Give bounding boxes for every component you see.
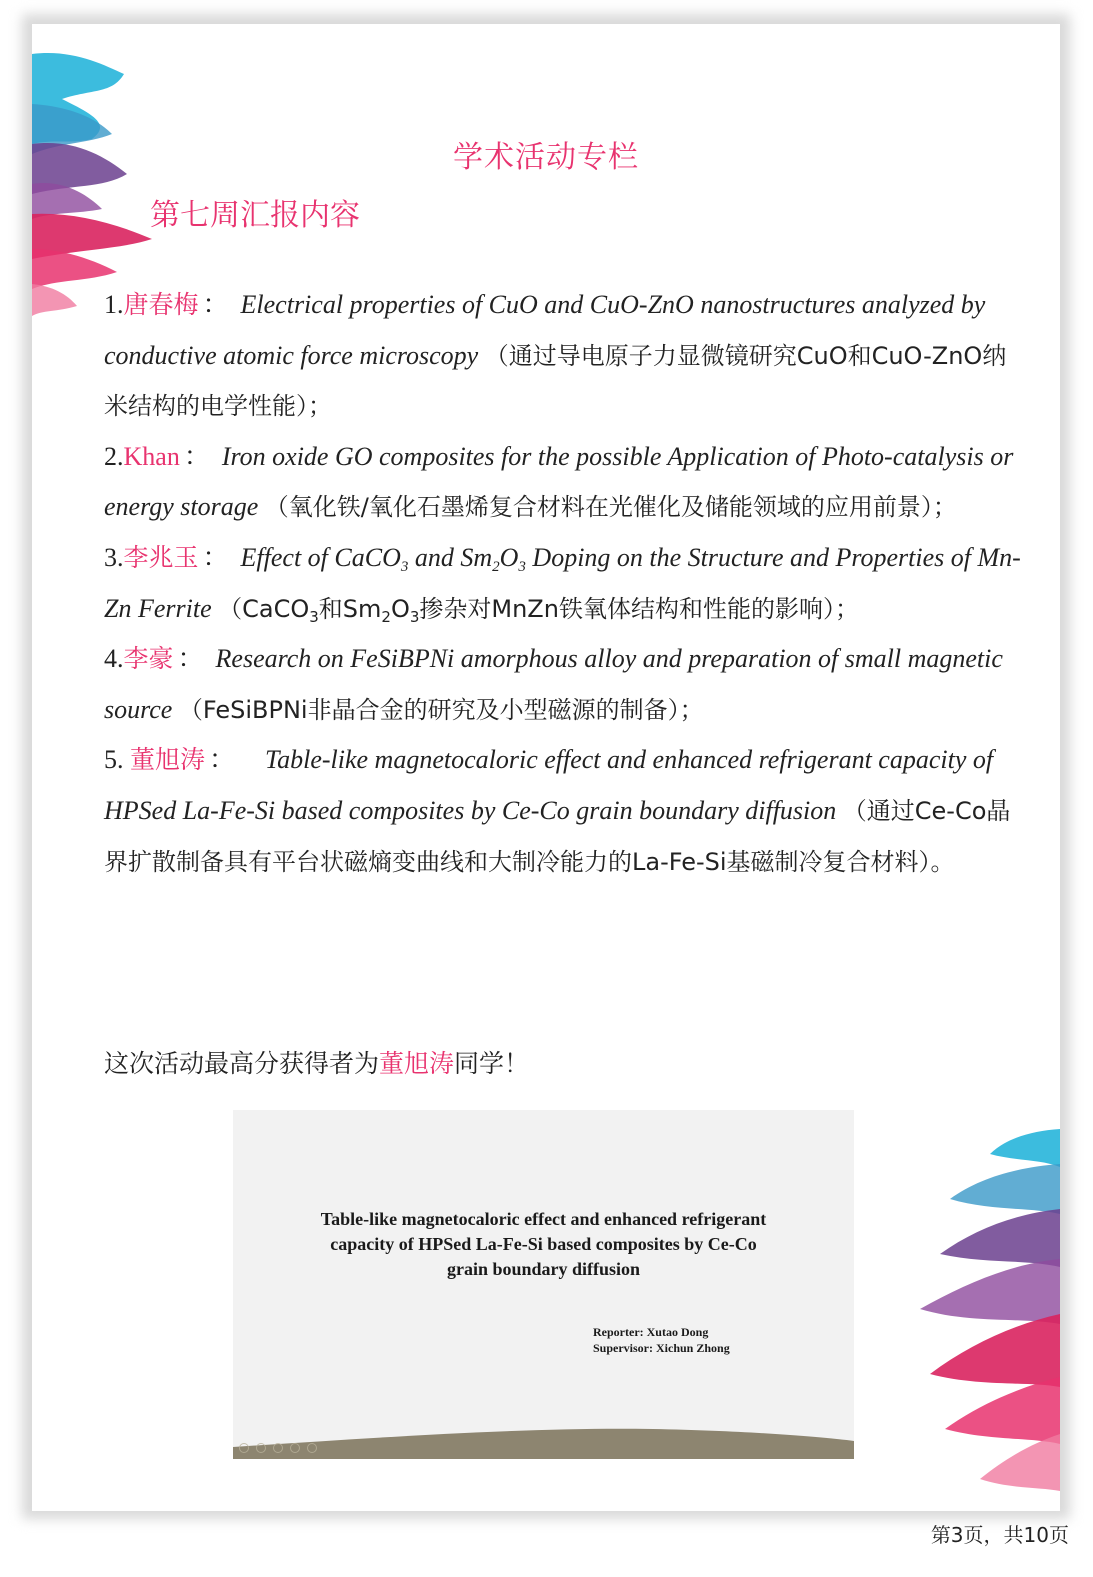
talk-title-en: Research on FeSiBPNi amorphous alloy and preparation of small magnetic source [104, 644, 1003, 724]
slide-supervisor: Supervisor: Xichun Zhong [593, 1341, 730, 1355]
talk-title-cn: （通过导电原子力显微镜研究CuO和CuO-ZnO纳米结构的电学性能）； [104, 341, 1007, 421]
winner-announcement [104, 1044, 529, 1080]
talk-title-cn: （FeSiBPNi非晶合金的研究及小型磁源的制备）； [178, 695, 704, 724]
presenter-name: 李豪 [123, 644, 174, 674]
talk-title-cn: （氧化铁/氧化石墨烯复合材料在光催化及储能领域的应用前景）； [264, 493, 957, 522]
slide-title-line: grain boundary diffusion [446, 1259, 641, 1279]
presenter-name: 董旭涛 [130, 745, 206, 775]
slide-control-icon [256, 1443, 266, 1453]
winner-name: 董旭涛 [379, 1049, 455, 1078]
document-page [32, 24, 1060, 1511]
list-item [104, 533, 1029, 634]
slide-title [233, 1207, 854, 1282]
talk-title-en: Electrical properties of CuO and CuO-ZnO nanostructures analyzed by conductive atomic force microscopy [104, 290, 986, 370]
slide-title-line: capacity of HPSed La-Fe-Si based composites by Ce-Co [330, 1234, 757, 1254]
separator: ： [202, 290, 229, 320]
winner-suffix: 同学！ [454, 1049, 530, 1078]
item-number: 4. [104, 644, 124, 674]
presenter-name: Khan [123, 441, 180, 471]
slide-title-line: Table-like magnetocaloric effect and enhanced refrigerant [320, 1209, 767, 1229]
slide-reporter: Reporter: Xutao Dong [593, 1325, 709, 1339]
slide-control-icon [239, 1443, 249, 1453]
slide-credits [593, 1324, 730, 1356]
presentation-slide-image [233, 1110, 854, 1459]
slide-control-icon [273, 1443, 283, 1453]
slide-control-icon [290, 1443, 300, 1453]
presenter-name: 唐春梅 [123, 290, 199, 319]
section-title: 学术活动专栏 [453, 140, 639, 175]
winner-prefix: 这次活动最高分获得者为 [104, 1049, 380, 1078]
slide-control-icon [307, 1443, 317, 1453]
separator: ： [177, 644, 204, 675]
list-item [104, 432, 1029, 533]
separator: ： [183, 441, 210, 472]
page-number: 第3页，共10页 [930, 1523, 1069, 1547]
slide-footer-wave [233, 1419, 854, 1459]
list-item [104, 634, 1029, 735]
talk-title-en: Table-like magnetocaloric effect and enhanced refrigerant capacity of HPSed La-Fe-Si based composites by Ce-Co grain boundary diffusion [104, 745, 994, 825]
report-subtitle: 第七周汇报内容 [150, 198, 360, 233]
talk-title-cn: （CaCO$_3$和$Sm_2O_3$掺杂对MnZn铁氧体结构和性能的影响）； [218, 594, 859, 626]
item-number: 5. [104, 745, 130, 775]
list-item [104, 280, 1029, 432]
list-item [104, 735, 1029, 887]
report-list [104, 280, 1029, 887]
brush-decoration-bottom-right [910, 1119, 1060, 1499]
presenter-name: 李兆玉 [123, 542, 199, 572]
item-number: 2. [104, 441, 124, 471]
talk-title-en: Effect of CaCO$_3$ and $Sm_2O_3$ Doping on the Structure and Properties of Mn-Zn Ferrite [104, 542, 1021, 623]
item-number: 1. [104, 290, 124, 319]
talk-title-en: Iron oxide GO composites for the possible Application of Photo-catalysis or energy storage [104, 441, 1014, 522]
talk-title-cn: （通过Ce-Co晶界扩散制备具有平台状磁熵变曲线和大制冷能力的La-Fe-Si基磁制冷复合材料）。 [104, 796, 1011, 876]
item-number: 3. [104, 542, 124, 572]
separator: ： [202, 542, 229, 573]
slide-playback-controls [239, 1443, 317, 1453]
separator: ： [209, 745, 236, 776]
